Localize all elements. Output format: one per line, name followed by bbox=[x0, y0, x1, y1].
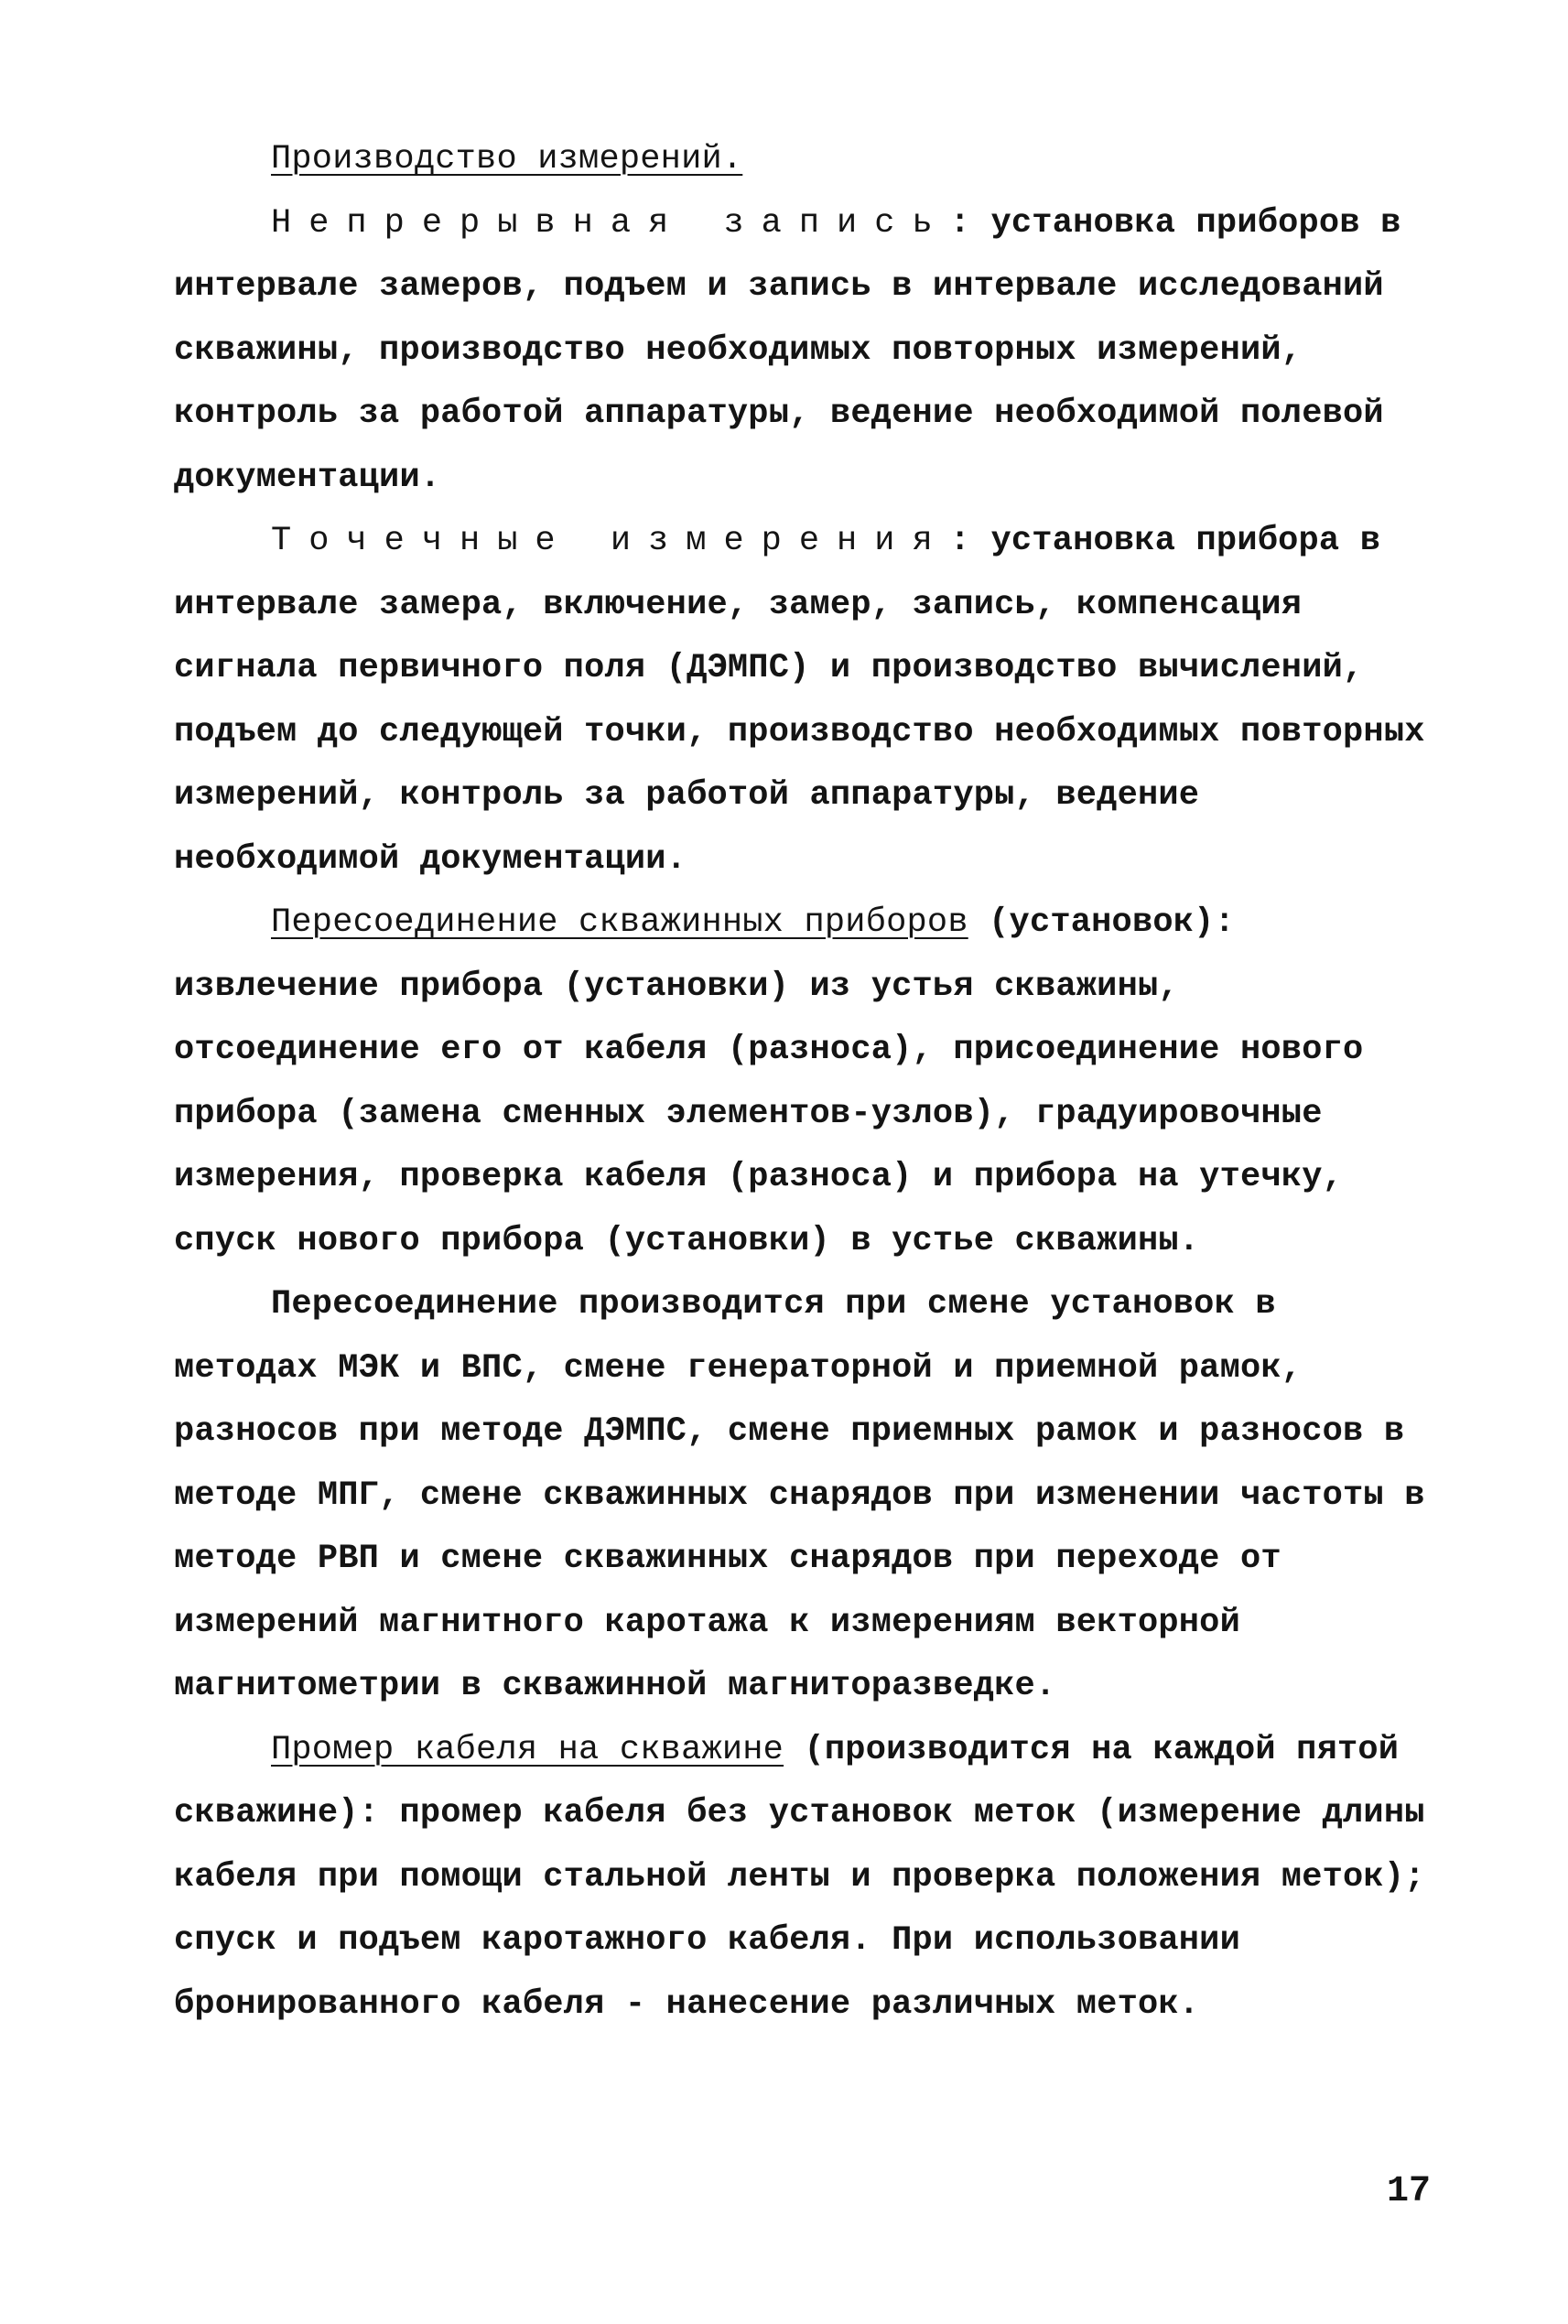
page-number: 17 bbox=[1386, 2171, 1431, 2212]
term-reconnection: Пересоединение скважинных приборов bbox=[271, 903, 968, 942]
section-title-line bbox=[174, 128, 1433, 192]
term-point-measurements: Точечные измерения bbox=[271, 522, 950, 560]
paragraph-cable-measurement bbox=[174, 1719, 1433, 2038]
paragraph-continuous-recording-text: : установка приборов в интервале замеров, подъем и запись в интервале исследований скважины, производство необходимых повторных измерений, контроль за работой аппаратуры, ведение необходимой полевой документации. bbox=[174, 203, 1401, 497]
paragraph-point-measurements-text: : установка прибора в интервале замера, включение, замер, запись, компенсация сигнала первичного поля (ДЭМПС) и производство вычислений, подъем до следующей точки, производство необходимых повторных измерений, контроль за работой аппаратуры, ведение необходимой документации. bbox=[174, 522, 1425, 879]
paragraph-reconnection bbox=[174, 892, 1433, 1273]
term-cable-measurement: Промер кабеля на скважине bbox=[271, 1730, 784, 1769]
paragraph-reconnection-details bbox=[174, 1273, 1433, 1719]
document-body bbox=[174, 128, 1433, 2037]
term-continuous-recording: Непрерывная запись bbox=[271, 203, 950, 243]
paragraph-point-measurements bbox=[174, 510, 1433, 892]
paragraph-continuous-recording bbox=[174, 192, 1433, 511]
paragraph-reconnection-text: (установок): извлечение прибора (установки) из устья скважины, отсоединение его от кабеля (разноса), присоединение нового прибора (замена сменных элементов-узлов), градуировочные измерения, проверка кабеля (разноса) и прибора на утечку, спуск нового прибора (установки) в устье скважины. bbox=[174, 903, 1364, 1260]
section-title: Производство измерений. bbox=[271, 140, 743, 178]
paragraph-cable-measurement-text: (производится на каждой пятой скважине): промер кабеля без установок меток (измерение длины кабеля при помощи стальной ленты и проверка положения меток); спуск и подъем каротажного кабеля. При использовании бронированного кабеля - нанесение различных меток. bbox=[174, 1730, 1425, 2024]
paragraph-reconnection-details-text: Пересоединение производится при смене установок в методах МЭК и ВПС, смене генераторной и приемной рамок, разносов при методе ДЭМПС, смене приемных рамок и разносов в методе МПГ, смене скважинных снарядов при изменении частоты в методе РВП и смене скважинных снарядов при переходе от измерений магнитного каротажа к измерениям векторной магнитометрии в скважинной магниторазведке. bbox=[174, 1285, 1425, 1705]
